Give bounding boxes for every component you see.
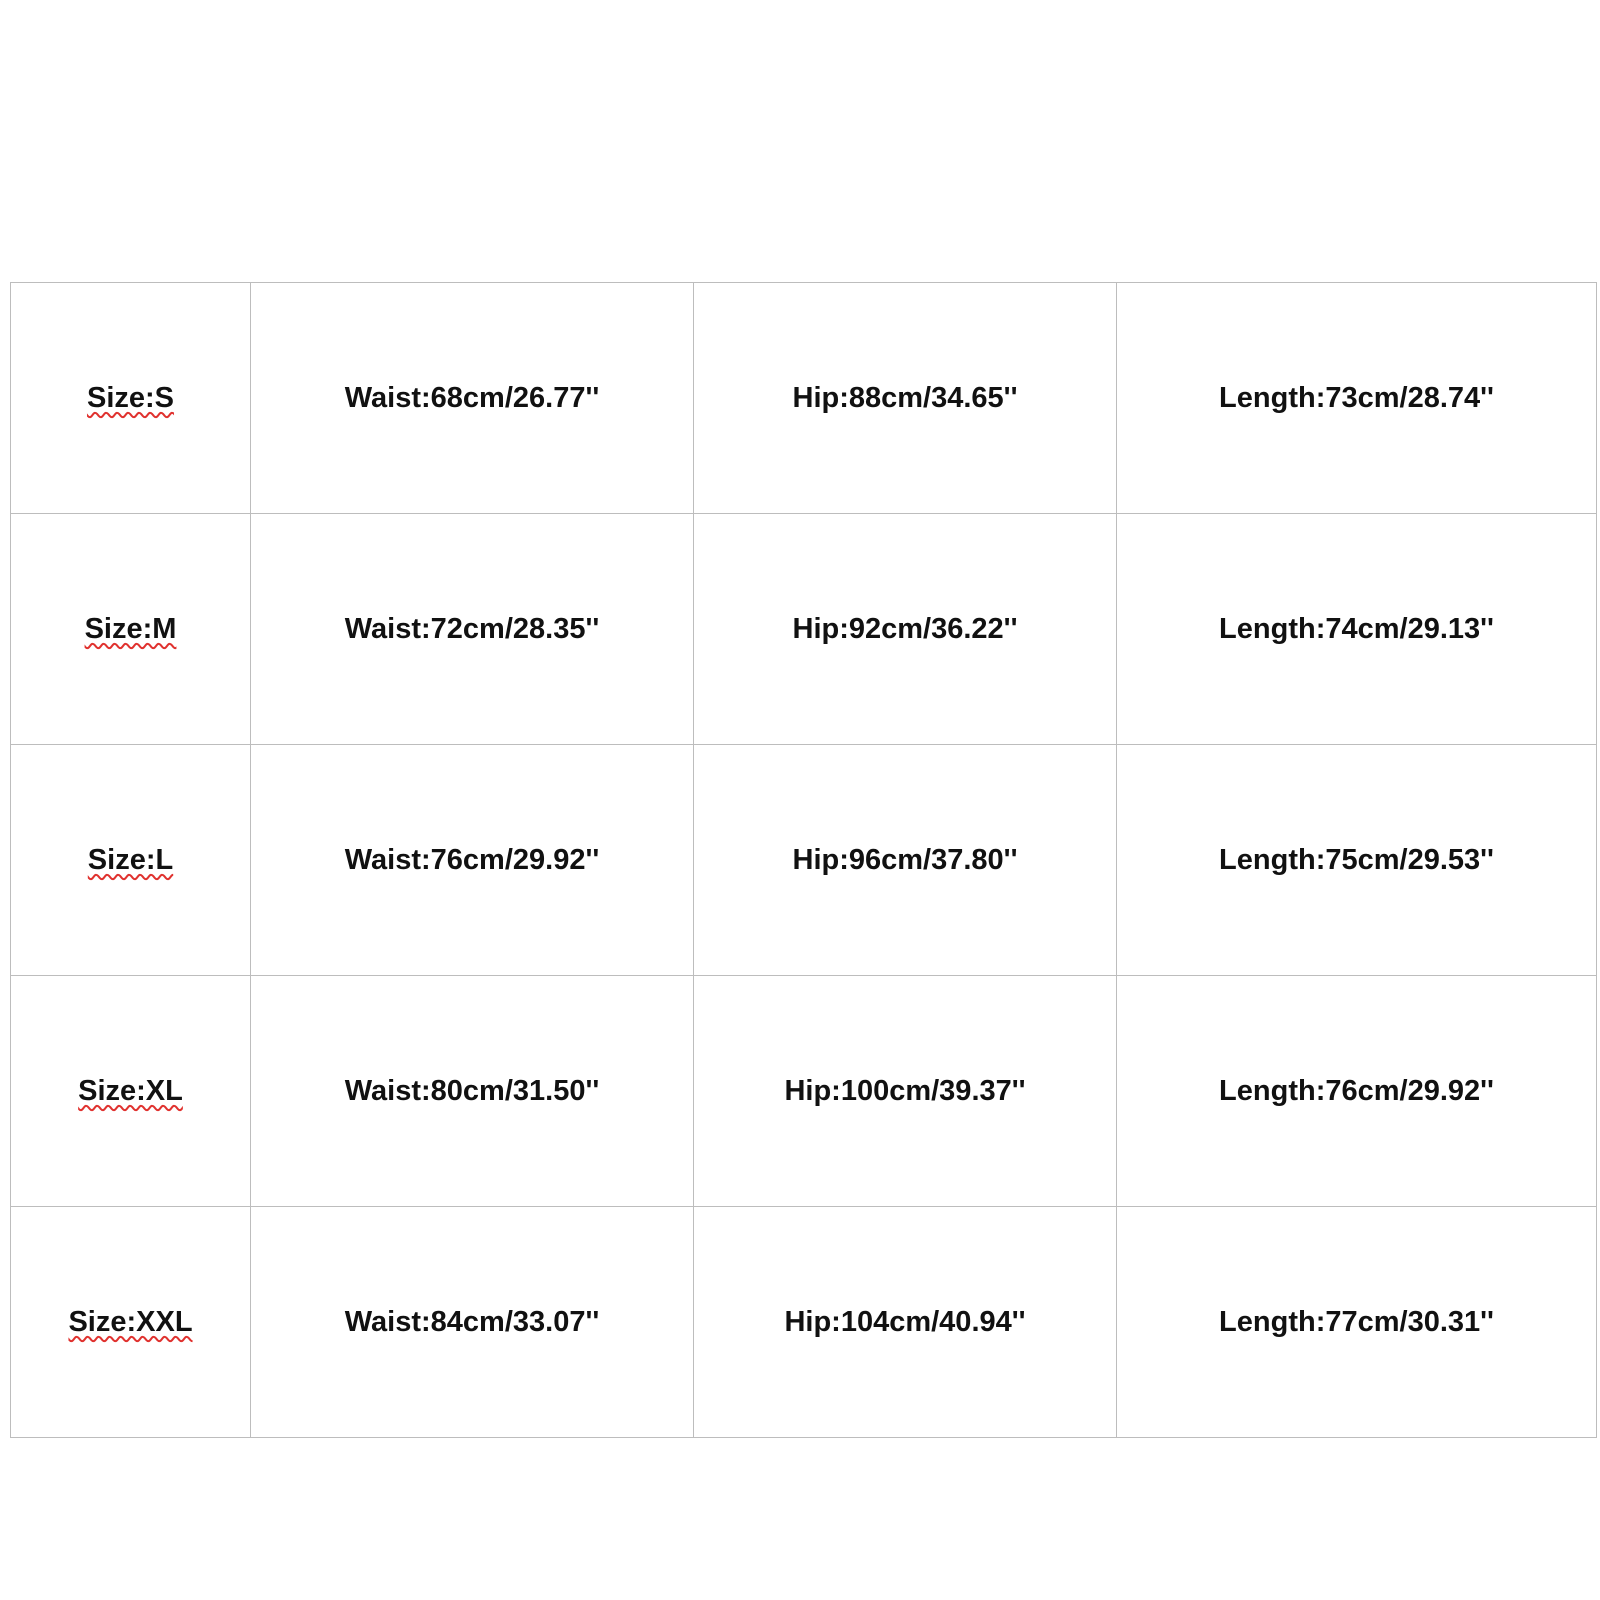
size-chart-table [10,282,1597,1438]
table-row [11,976,1597,1207]
size-cell [11,745,251,976]
hip-cell: Hip:92cm/36.22'' [694,514,1117,745]
hip-cell: Hip:104cm/40.94'' [694,1207,1117,1438]
hip-cell: Hip:96cm/37.80'' [694,745,1117,976]
waist-cell: Waist:68cm/26.77'' [251,283,694,514]
size-cell [11,1207,251,1438]
waist-cell: Waist:76cm/29.92'' [251,745,694,976]
table-row [11,283,1597,514]
length-cell: Length:73cm/28.74'' [1117,283,1597,514]
size-label: Size:XXL [68,1305,193,1338]
table-row [11,514,1597,745]
size-cell [11,976,251,1207]
size-label: Size:S [86,381,175,414]
size-label: Size:L [87,843,174,876]
waist-cell: Waist:80cm/31.50'' [251,976,694,1207]
size-label: Size:M [84,612,177,645]
table-row [11,745,1597,976]
waist-cell: Waist:84cm/33.07'' [251,1207,694,1438]
hip-cell: Hip:100cm/39.37'' [694,976,1117,1207]
size-cell [11,514,251,745]
hip-cell: Hip:88cm/34.65'' [694,283,1117,514]
length-cell: Length:75cm/29.53'' [1117,745,1597,976]
length-cell: Length:74cm/29.13'' [1117,514,1597,745]
table-row [11,1207,1597,1438]
length-cell: Length:76cm/29.92'' [1117,976,1597,1207]
waist-cell: Waist:72cm/28.35'' [251,514,694,745]
size-label: Size:XL [78,1074,183,1107]
length-cell: Length:77cm/30.31'' [1117,1207,1597,1438]
size-cell [11,283,251,514]
